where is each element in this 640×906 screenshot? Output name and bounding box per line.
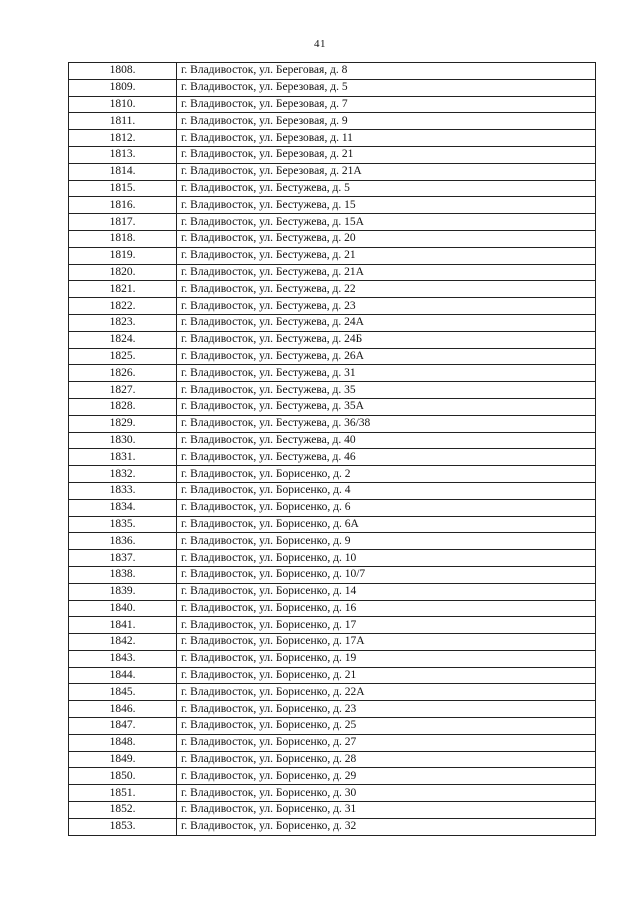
table-row — [69, 113, 596, 130]
row-number-cell: 1819. — [69, 247, 177, 264]
row-number-cell: 1815. — [69, 180, 177, 197]
address-cell: г. Владивосток, ул. Бестужева, д. 36/38 — [177, 415, 596, 432]
row-number-cell: 1811. — [69, 113, 177, 130]
row-number-cell: 1821. — [69, 281, 177, 298]
address-cell: г. Владивосток, ул. Бестужева, д. 24Б — [177, 331, 596, 348]
table-row — [69, 667, 596, 684]
address-cell: г. Владивосток, ул. Борисенко, д. 4 — [177, 482, 596, 499]
address-cell: г. Владивосток, ул. Березовая, д. 21 — [177, 146, 596, 163]
row-number-cell: 1835. — [69, 516, 177, 533]
table-row — [69, 398, 596, 415]
row-number-cell: 1848. — [69, 734, 177, 751]
address-cell: г. Владивосток, ул. Борисенко, д. 9 — [177, 533, 596, 550]
address-cell: г. Владивосток, ул. Бестужева, д. 20 — [177, 230, 596, 247]
table-row — [69, 533, 596, 550]
row-number-cell: 1818. — [69, 230, 177, 247]
table-row — [69, 617, 596, 634]
address-cell: г. Владивосток, ул. Борисенко, д. 29 — [177, 768, 596, 785]
table-row — [69, 785, 596, 802]
row-number-cell: 1808. — [69, 63, 177, 80]
table-row — [69, 650, 596, 667]
table-row — [69, 180, 596, 197]
table-row — [69, 314, 596, 331]
address-cell: г. Владивосток, ул. Борисенко, д. 23 — [177, 701, 596, 718]
row-number-cell: 1852. — [69, 802, 177, 819]
address-cell: г. Владивосток, ул. Березовая, д. 5 — [177, 79, 596, 96]
table-row — [69, 684, 596, 701]
row-number-cell: 1812. — [69, 130, 177, 147]
table-row — [69, 566, 596, 583]
row-number-cell: 1831. — [69, 449, 177, 466]
row-number-cell: 1833. — [69, 482, 177, 499]
table-row — [69, 146, 596, 163]
row-number-cell: 1826. — [69, 365, 177, 382]
row-number-cell: 1849. — [69, 751, 177, 768]
row-number-cell: 1814. — [69, 163, 177, 180]
table-row — [69, 701, 596, 718]
address-cell: г. Владивосток, ул. Бестужева, д. 24А — [177, 314, 596, 331]
address-cell: г. Владивосток, ул. Борисенко, д. 32 — [177, 818, 596, 835]
table-row — [69, 331, 596, 348]
table-row — [69, 432, 596, 449]
address-cell: г. Владивосток, ул. Бестужева, д. 40 — [177, 432, 596, 449]
table-row — [69, 382, 596, 399]
address-cell: г. Владивосток, ул. Борисенко, д. 6А — [177, 516, 596, 533]
table-row — [69, 482, 596, 499]
table-row — [69, 718, 596, 735]
row-number-cell: 1851. — [69, 785, 177, 802]
address-cell: г. Владивосток, ул. Борисенко, д. 21 — [177, 667, 596, 684]
table-row — [69, 466, 596, 483]
address-cell: г. Владивосток, ул. Борисенко, д. 17А — [177, 634, 596, 651]
address-cell: г. Владивосток, ул. Бестужева, д. 26А — [177, 348, 596, 365]
table-row — [69, 415, 596, 432]
row-number-cell: 1810. — [69, 96, 177, 113]
table-row — [69, 348, 596, 365]
row-number-cell: 1828. — [69, 398, 177, 415]
table-row — [69, 768, 596, 785]
row-number-cell: 1809. — [69, 79, 177, 96]
table-row — [69, 734, 596, 751]
row-number-cell: 1820. — [69, 264, 177, 281]
row-number-cell: 1816. — [69, 197, 177, 214]
row-number-cell: 1813. — [69, 146, 177, 163]
row-number-cell: 1842. — [69, 634, 177, 651]
address-cell: г. Владивосток, ул. Бестужева, д. 46 — [177, 449, 596, 466]
row-number-cell: 1837. — [69, 550, 177, 567]
row-number-cell: 1830. — [69, 432, 177, 449]
address-cell: г. Владивосток, ул. Борисенко, д. 10/7 — [177, 566, 596, 583]
address-cell: г. Владивосток, ул. Борисенко, д. 30 — [177, 785, 596, 802]
address-cell: г. Владивосток, ул. Березовая, д. 9 — [177, 113, 596, 130]
table-row — [69, 802, 596, 819]
address-cell: г. Владивосток, ул. Борисенко, д. 27 — [177, 734, 596, 751]
row-number-cell: 1846. — [69, 701, 177, 718]
row-number-cell: 1823. — [69, 314, 177, 331]
address-cell: г. Владивосток, ул. Борисенко, д. 16 — [177, 600, 596, 617]
address-cell: г. Владивосток, ул. Борисенко, д. 14 — [177, 583, 596, 600]
table-row — [69, 516, 596, 533]
table-row — [69, 63, 596, 80]
address-cell: г. Владивосток, ул. Борисенко, д. 10 — [177, 550, 596, 567]
address-cell: г. Владивосток, ул. Бестужева, д. 21А — [177, 264, 596, 281]
table-row — [69, 281, 596, 298]
row-number-cell: 1834. — [69, 499, 177, 516]
table-row — [69, 197, 596, 214]
table-row — [69, 264, 596, 281]
row-number-cell: 1836. — [69, 533, 177, 550]
address-cell: г. Владивосток, ул. Бестужева, д. 22 — [177, 281, 596, 298]
row-number-cell: 1845. — [69, 684, 177, 701]
address-table-body — [69, 63, 596, 836]
address-cell: г. Владивосток, ул. Бестужева, д. 15А — [177, 214, 596, 231]
table-row — [69, 499, 596, 516]
table-row — [69, 130, 596, 147]
address-table — [68, 62, 596, 836]
address-cell: г. Владивосток, ул. Бестужева, д. 23 — [177, 298, 596, 315]
row-number-cell: 1829. — [69, 415, 177, 432]
table-row — [69, 449, 596, 466]
address-cell: г. Владивосток, ул. Борисенко, д. 28 — [177, 751, 596, 768]
address-cell: г. Владивосток, ул. Бестужева, д. 35А — [177, 398, 596, 415]
row-number-cell: 1827. — [69, 382, 177, 399]
address-cell: г. Владивосток, ул. Бестужева, д. 21 — [177, 247, 596, 264]
table-row — [69, 230, 596, 247]
page-number: 41 — [314, 38, 326, 50]
row-number-cell: 1853. — [69, 818, 177, 835]
table-row — [69, 634, 596, 651]
address-cell: г. Владивосток, ул. Борисенко, д. 25 — [177, 718, 596, 735]
address-cell: г. Владивосток, ул. Березовая, д. 11 — [177, 130, 596, 147]
address-cell: г. Владивосток, ул. Борисенко, д. 22А — [177, 684, 596, 701]
row-number-cell: 1847. — [69, 718, 177, 735]
table-row — [69, 247, 596, 264]
address-cell: г. Владивосток, ул. Борисенко, д. 19 — [177, 650, 596, 667]
row-number-cell: 1843. — [69, 650, 177, 667]
table-row — [69, 550, 596, 567]
row-number-cell: 1840. — [69, 600, 177, 617]
table-row — [69, 583, 596, 600]
table-row — [69, 600, 596, 617]
row-number-cell: 1838. — [69, 566, 177, 583]
row-number-cell: 1841. — [69, 617, 177, 634]
address-cell: г. Владивосток, ул. Бестужева, д. 5 — [177, 180, 596, 197]
address-cell: г. Владивосток, ул. Береговая, д. 8 — [177, 63, 596, 80]
address-cell: г. Владивосток, ул. Борисенко, д. 2 — [177, 466, 596, 483]
row-number-cell: 1824. — [69, 331, 177, 348]
table-row — [69, 298, 596, 315]
row-number-cell: 1817. — [69, 214, 177, 231]
table-row — [69, 751, 596, 768]
row-number-cell: 1850. — [69, 768, 177, 785]
table-row — [69, 214, 596, 231]
table-row — [69, 163, 596, 180]
address-cell: г. Владивосток, ул. Березовая, д. 7 — [177, 96, 596, 113]
row-number-cell: 1822. — [69, 298, 177, 315]
table-row — [69, 96, 596, 113]
address-cell: г. Владивосток, ул. Бестужева, д. 15 — [177, 197, 596, 214]
address-cell: г. Владивосток, ул. Борисенко, д. 31 — [177, 802, 596, 819]
row-number-cell: 1844. — [69, 667, 177, 684]
address-cell: г. Владивосток, ул. Борисенко, д. 6 — [177, 499, 596, 516]
table-row — [69, 365, 596, 382]
address-cell: г. Владивосток, ул. Борисенко, д. 17 — [177, 617, 596, 634]
address-cell: г. Владивосток, ул. Березовая, д. 21А — [177, 163, 596, 180]
row-number-cell: 1832. — [69, 466, 177, 483]
address-cell: г. Владивосток, ул. Бестужева, д. 31 — [177, 365, 596, 382]
table-row — [69, 79, 596, 96]
table-row — [69, 818, 596, 835]
row-number-cell: 1839. — [69, 583, 177, 600]
row-number-cell: 1825. — [69, 348, 177, 365]
address-cell: г. Владивосток, ул. Бестужева, д. 35 — [177, 382, 596, 399]
